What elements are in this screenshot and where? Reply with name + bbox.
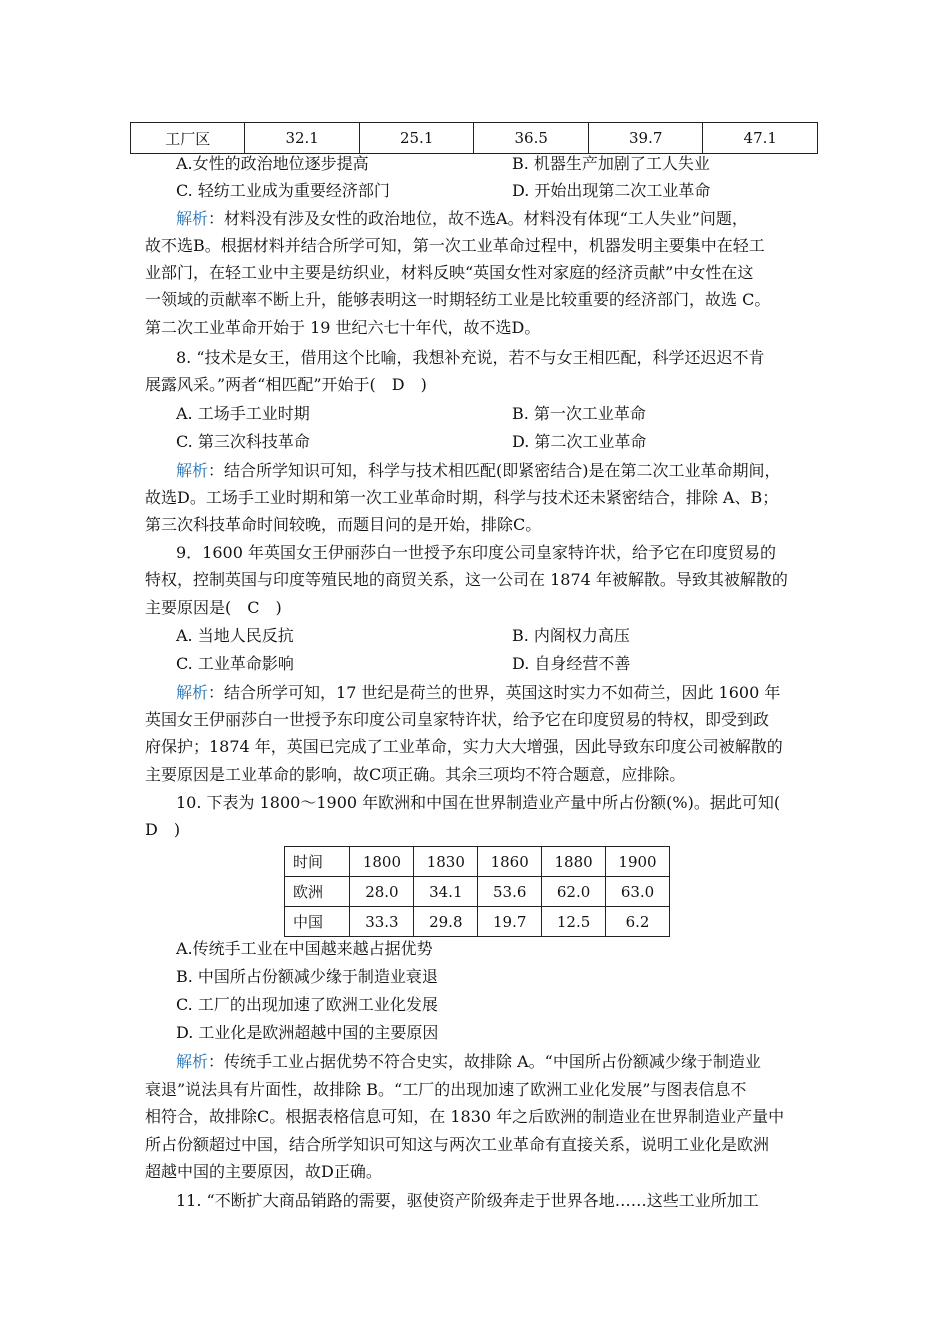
q8-option-c: C. 第三次科技革命 [176, 432, 310, 451]
table-cell: 19.7 [478, 907, 542, 937]
q8-option-d: D. 第二次工业革命 [512, 432, 647, 451]
table-header-row [285, 847, 670, 877]
table-row [131, 123, 818, 154]
q9-option-d: D. 自身经营不善 [512, 654, 631, 673]
q10-option-c: C. 工厂的出现加速了欧洲工业化发展 [176, 995, 438, 1014]
q7-analysis-line: 一领域的贡献率不断上升，能够表明这一时期轻纺工业是比较重要的经济部门，故选 C。 [145, 290, 771, 309]
q9-stem-line: 特权，控制英国与印度等殖民地的商贸关系，这一公司在 1874 年被解散。导致其被解散的 [145, 570, 788, 589]
table-cell: 53.6 [478, 877, 542, 907]
table-header-cell: 1880 [542, 847, 606, 877]
table-factory-district [130, 122, 818, 154]
q9-analysis-line: 解析：结合所学可知，17 世纪是荷兰的世界，英国这时实力不如荷兰，因此 1600 年 [176, 683, 781, 702]
q9-analysis-line: 主要原因是工业革命的影响，故C项正确。其余三项均不符合题意，应排除。 [145, 765, 686, 784]
q10-analysis-line: 衰退”说法具有片面性，故排除 B。“工厂的出现加速了欧洲工业化发展”与图表信息不 [145, 1080, 747, 1099]
q9-option-a: A. 当地人民反抗 [176, 626, 294, 645]
table-cell: 28.0 [350, 877, 414, 907]
q10-analysis-line: 解析：传统手工业占据优势不符合史实，故排除 A。“中国所占份额减少缘于制造业 [176, 1052, 761, 1071]
table-cell: 25.1 [359, 123, 474, 154]
q7-option-a: A.女性的政治地位逐步提高 [176, 154, 369, 173]
table-cell: 62.0 [542, 877, 606, 907]
q9-stem-line: 9．1600 年英国女王伊丽莎白一世授予东印度公司皇家特许状，给予它在印度贸易的 [176, 543, 776, 562]
q7-analysis-line: 解析：材料没有涉及女性的政治地位，故不选A。材料没有体现“工人失业”问题， [176, 209, 748, 228]
q7-option-b: B. 机器生产加剧了工人失业 [512, 154, 710, 173]
table-cell: 12.5 [542, 907, 606, 937]
q10-stem-line: D ) [145, 820, 181, 839]
table-cell: 工厂区 [131, 123, 245, 154]
q7-option-c: C. 轻纺工业成为重要经济部门 [176, 181, 390, 200]
q10-option-b: B. 中国所占份额减少缘于制造业衰退 [176, 967, 438, 986]
table-row [285, 877, 670, 907]
analysis-label: 解析 [176, 1052, 209, 1071]
table-cell: 34.1 [414, 877, 478, 907]
q9-stem-line: 主要原因是( C ) [145, 598, 282, 617]
q9-analysis-line: 英国女王伊丽莎白一世授予东印度公司皇家特许状，给予它在印度贸易的特权，即受到政 [145, 710, 770, 729]
table-header-cell: 时间 [285, 847, 350, 877]
table-cell: 6.2 [606, 907, 670, 937]
table-cell: 47.1 [703, 123, 818, 154]
analysis-label: 解析 [176, 209, 209, 228]
table-cell: 中国 [285, 907, 350, 937]
q8-analysis-line: 故选D。工场手工业时期和第一次工业革命时期，科学与技术还未紧密结合，排除 A、B； [145, 488, 779, 507]
table-manufacturing-share [284, 846, 670, 937]
table-header-cell: 1800 [350, 847, 414, 877]
q8-analysis-line: 第三次科技革命时间较晚，而题目问的是开始，排除C。 [145, 515, 542, 534]
q10-analysis-line: 相符合，故排除C。根据表格信息可知，在 1830 年之后欧洲的制造业在世界制造业产量中 [145, 1107, 785, 1126]
analysis-label: 解析 [176, 461, 209, 480]
q7-analysis-line: 第二次工业革命开始于 19 世纪六七十年代，故不选D。 [145, 318, 541, 337]
q10-option-d: D. 工业化是欧洲超越中国的主要原因 [176, 1023, 439, 1042]
table-cell: 36.5 [474, 123, 589, 154]
table-cell: 63.0 [606, 877, 670, 907]
table-cell: 39.7 [588, 123, 703, 154]
q8-analysis-line: 解析：结合所学知识可知，科学与技术相匹配(即紧密结合)是在第二次工业革命期间， [176, 461, 781, 480]
q10-stem-line: 10. 下表为 1800～1900 年欧洲和中国在世界制造业产量中所占份额(%)。据此可知( [176, 793, 781, 812]
q7-option-d: D. 开始出现第二次工业革命 [512, 181, 711, 200]
q9-option-b: B. 内阁权力高压 [512, 626, 630, 645]
table-cell: 29.8 [414, 907, 478, 937]
q8-option-b: B. 第一次工业革命 [512, 404, 646, 423]
q10-option-a: A.传统手工业在中国越来越占据优势 [176, 939, 433, 958]
q10-analysis-line: 超越中国的主要原因，故D正确。 [145, 1162, 382, 1181]
q8-stem-line: 展露风采。”两者“相匹配”开始于( D ) [145, 375, 427, 394]
q8-option-a: A. 工场手工业时期 [176, 404, 310, 423]
table-cell: 32.1 [245, 123, 360, 154]
table-cell: 欧洲 [285, 877, 350, 907]
q9-analysis-line: 府保护；1874 年，英国已完成了工业革命，实力大大增强，因此导致东印度公司被解散的 [145, 737, 783, 756]
q7-analysis-line: 业部门，在轻工业中主要是纺织业，材料反映“英国女性对家庭的经济贡献”中女性在这 [145, 263, 754, 282]
q11-stem-line: 11. “不断扩大商品销路的需要，驱使资产阶级奔走于世界各地……这些工业所加工 [176, 1191, 759, 1210]
analysis-label: 解析 [176, 683, 209, 702]
table-header-cell: 1830 [414, 847, 478, 877]
table-row [285, 907, 670, 937]
table-header-cell: 1860 [478, 847, 542, 877]
q8-stem-line: 8. “技术是女王，借用这个比喻，我想补充说，若不与女王相匹配，科学还迟迟不肯 [176, 348, 765, 367]
q9-option-c: C. 工业革命影响 [176, 654, 294, 673]
table-cell: 33.3 [350, 907, 414, 937]
q7-analysis-line: 故不选B。根据材料并结合所学可知，第一次工业革命过程中，机器发明主要集中在轻工 [145, 236, 765, 255]
q10-analysis-line: 所占份额超过中国，结合所学知识可知这与两次工业革命有直接关系，说明工业化是欧洲 [145, 1135, 770, 1154]
table-header-cell: 1900 [606, 847, 670, 877]
